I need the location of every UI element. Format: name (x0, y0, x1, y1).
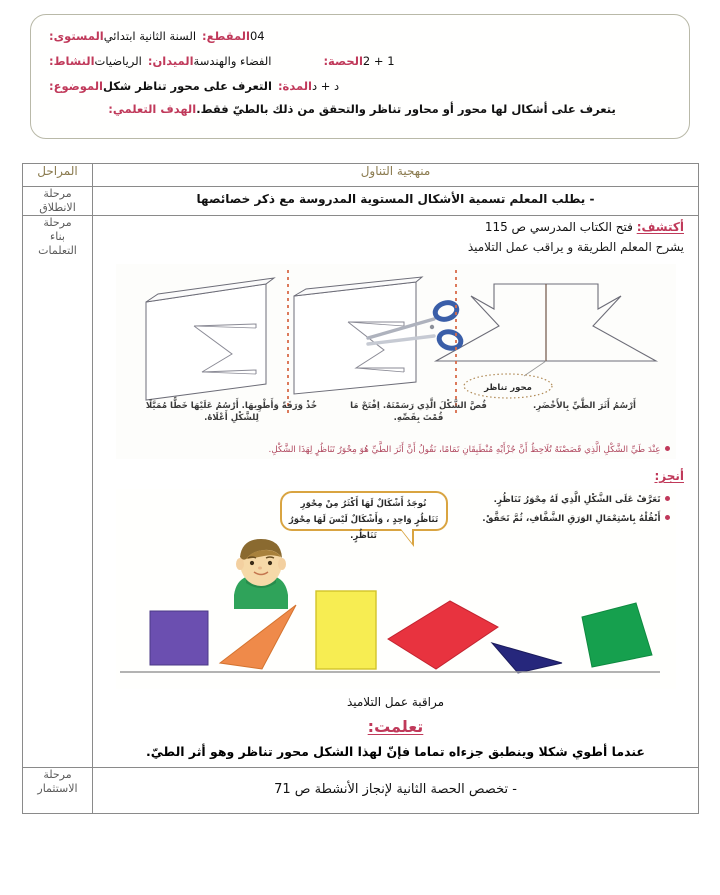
textbook-figure-fold-cut (116, 264, 676, 459)
bullet-dot-icon (665, 515, 670, 520)
header-stage: المراحل (23, 164, 93, 187)
textbook-figure-shapes (116, 489, 676, 689)
figure2-bullets (452, 491, 670, 529)
objective-label: الهدف التعلمي: (108, 102, 197, 116)
bullet-dot-icon (665, 446, 670, 451)
shape-parallelogram-red (388, 601, 498, 669)
activity-value: الرياضيات (94, 53, 142, 68)
learned-line (93, 711, 698, 738)
session-field (319, 54, 394, 68)
topic-value: التعرف على محور تناظر شكل (102, 78, 272, 93)
stage-label-build-l1: مرحلة (43, 216, 72, 229)
session-value: 1 + 2 (362, 53, 395, 68)
session-label: الحصة: (323, 53, 363, 68)
header-row-3 (45, 73, 675, 98)
activity-field (45, 54, 142, 68)
folded-paper-scissors-panel (294, 277, 422, 394)
header-method: منهجية التناول (93, 164, 699, 187)
stage-label-build-l2: بناء (50, 230, 65, 243)
level-field (45, 29, 196, 43)
invest-stage-text: - تخصص الحصة الثانية لإنجاز الأنشطة ص 71 (274, 782, 517, 797)
axis-label-text: محور تناظر (483, 383, 532, 393)
topic-label: الموضوع: (49, 78, 103, 93)
stage-label-start (23, 187, 93, 216)
figure2-bullet-1 (452, 491, 670, 510)
field-field (144, 54, 272, 68)
table-row-build-stage (23, 216, 699, 768)
discover-text: فتح الكتاب المدرسي ص 115 (484, 220, 633, 234)
figure1-note-text: عِنْدَ طَيِّ الشَّكْلِ الَّذِي قَصَصْتَهُ تُلَاحِظُ أَنَّ جُزْأَيْهِ مُنْطَبِقَانِ تَمَامًا، نَقُولُ أَنَّ أَثَرَ الطَّيِّ هُوَ مِحْوَرُ تَنَاظُرٍ لِهَذَا الشَّكْلِ. (268, 445, 661, 455)
header-row-2 (45, 48, 675, 73)
duration-value: د + د (311, 78, 340, 93)
figure1-note (122, 444, 670, 457)
stage-label-invest-l1: مرحلة (43, 768, 72, 781)
header-row-1 (45, 23, 675, 48)
discover-label: أكتشف: (636, 220, 684, 234)
duration-field (274, 79, 339, 93)
stage-label-invest (23, 768, 93, 814)
level-value: السنة الثانية ابتدائي (103, 28, 197, 43)
geometric-shapes-group (120, 555, 672, 675)
figure2-bullet-1-text: تَعَرَّفْ عَلَى الشَّكْلِ الَّذِي لَهُ مِحْوَرُ تَنَاظُرٍ. (493, 495, 661, 505)
do-label: أنجز: (654, 469, 684, 483)
invest-stage-content (93, 768, 699, 814)
shape-square-purple (150, 611, 208, 665)
table-header-row (23, 164, 699, 187)
symmetric-shape-panel (436, 284, 656, 376)
activity-label: النشاط: (49, 53, 95, 68)
figure1-svg (116, 264, 676, 459)
level-label: المستوى: (49, 28, 104, 43)
discover-line (93, 216, 698, 236)
table-row-start-stage (23, 187, 699, 216)
opened-paper-panel (146, 278, 274, 400)
shape-triangle-orange (220, 605, 296, 669)
speech-bubble (280, 491, 448, 541)
shape-rectangle-yellow (316, 591, 376, 669)
stage-label-build-l3: التعلمات (38, 244, 77, 257)
bullet-dot-icon (665, 496, 670, 501)
unit-value: 04 (249, 28, 265, 43)
start-stage-content (93, 187, 699, 216)
conclusion-text: عندما أطوي شكلا وينطبق جزءاه تماما فإنّ لهذا الشكل محور تناظر وهو أثر الطيّ. (146, 744, 645, 759)
lesson-header-card (30, 14, 690, 139)
unit-label: المقطع: (202, 28, 250, 43)
caption-panel-right: خُذْ وَرَقَةً وَأَطْوِيهَا. أَرْسُمُ عَلَيْهَا خَطًّا مُمَيَّلًا لِلشَّكْلِ أَعْلَاهُ. (145, 401, 318, 423)
shape-triangle-navy (492, 643, 562, 673)
stage-label-invest-l2: الاستثمار (37, 782, 78, 795)
speech-bubble-text: نُوجَدُ أَشْكَالٌ لَهَا أَكْثَرُ مِنْ مِحْوَرِ تَنَاظُرٍ وَاحِدٍ ، وَأَشْكَالٌ لَيْسَ لَهَا مِحْوَرُ تَنَاظُرٍ. (288, 499, 439, 541)
caption-panel-mid: قُصَّ الشَّكْلَ الَّذِي رَسَمْتَهُ. اِفْتَحْ مَا قُمْتَ بِقَصِّهِ. (350, 401, 487, 423)
field-value: الفضاء والهندسة (193, 53, 272, 68)
stage-label-build (23, 216, 93, 768)
table-row-invest-stage (23, 768, 699, 814)
stage-label-start-l1: مرحلة (43, 187, 72, 200)
figure2-bullet-2 (452, 510, 670, 529)
lesson-stages-table (22, 163, 699, 814)
teacher-note-line: يشرح المعلم الطريقة و يراقب عمل التلاميذ (467, 240, 684, 254)
field-label: الميدان: (147, 53, 194, 68)
objective-row (45, 98, 675, 128)
start-stage-text: - يطلب المعلم تسمية الأشكال المستوية المدروسة مع ذكر خصائصها (196, 192, 595, 206)
learned-label: تعلمت: (367, 717, 424, 736)
figure2-bullet-2-text: أَنْقُلْهُ بِاسْتِعْمَالِ الوَرَقِ الشَّفَّافِ، ثُمَّ تَحَقَّقْ. (482, 514, 661, 524)
shape-quadrilateral-green (582, 603, 652, 667)
stage-label-start-l2: الانطلاق (39, 201, 76, 214)
topic-field (45, 79, 272, 93)
unit-field (198, 29, 265, 43)
observe-line: مراقبة عمل التلاميذ (346, 695, 445, 709)
do-line (93, 459, 698, 485)
caption-panel-left: أَرْسُمُ أَثَرَ الطَّيِّ بِالأَخْضَرِ. (533, 401, 636, 411)
build-stage-content (93, 216, 699, 768)
duration-label: المدة: (277, 78, 312, 93)
speech-bubble-tail-inner (401, 529, 412, 543)
objective-value: يتعرف على أشكال لها محور أو محاور تناظر والتحقق من ذلك بالطيّ فقط. (196, 102, 616, 116)
